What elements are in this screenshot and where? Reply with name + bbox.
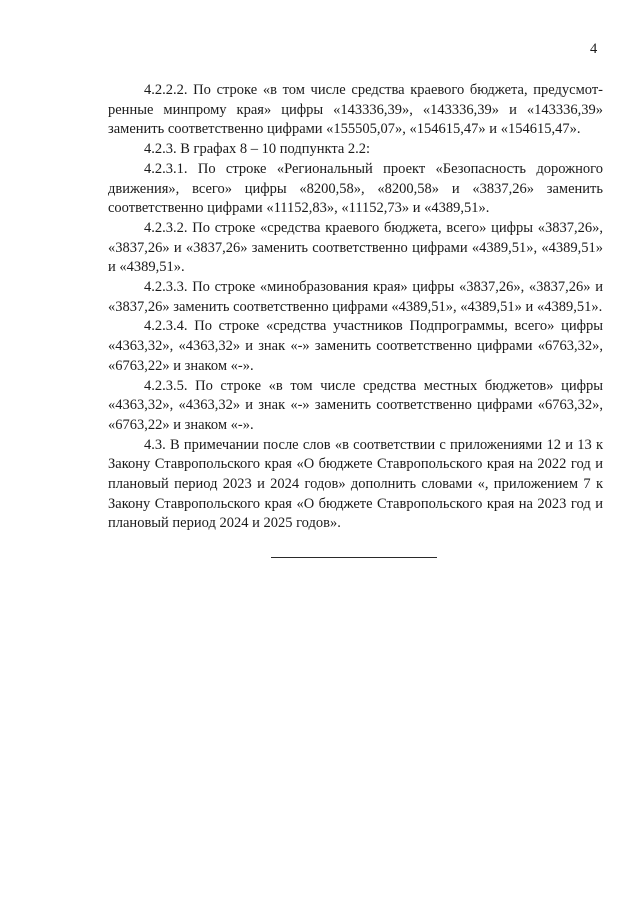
paragraph-4-2-3-3: 4.2.3.3. По строке «минобразования края» цифры «3837,26», «3837,26» и «3837,26» заменить соответственно цифрами «4389,51», «4389,51» и «4389,51». [108, 279, 603, 315]
document-body [108, 81, 603, 534]
page-number: 4 [590, 41, 598, 57]
paragraph-4-2-3-2: 4.2.3.2. По строке «средства краевого бюджета, всего» цифры «3837,26», «3837,26» и «3837,26» заменить соответственно цифрами «4389,51», «4389,51» и «4389,51». [108, 219, 603, 276]
paragraph-4-2-3-4: 4.2.3.4. По строке «средства участников Подпрограммы, всего» цифры «4363,32», «4363,32» и знак «-» заменить соответственно цифрами «6763,32», «6763,22» и знаком «-». [108, 318, 603, 374]
paragraph-4-2-3-1: 4.2.3.1. По строке «Региональный проект «Безопасность дорожного движения», всего» цифры «8200,58», «8200,58» и «3837,26» заменить соответственно цифрами «11152,83», «11152,73» и «4389,51». [108, 160, 603, 217]
paragraph-4-2-2-2: 4.2.2.2. По строке «в том числе средства краевого бюджета, предусмот-ренные минпрому края» цифры «143336,39», «143336,39» и «143336,39» заменить соответственно цифрами «155505,07», «154615,47» и «154615,47». [108, 82, 603, 138]
paragraph-4-3: 4.3. В примечании после слов «в соответствии с приложениями 12 и 13 к Закону Ставропольского края «О бюджете Ставропольского края на 2022 год и плановый период 2023 и 2024 годов» дополнить словами «, приложением 7 к Закону Ставропольского края «О бюджете Ставропольского края на 2023 год и плановый период 2024 и 2025 годов». [108, 436, 603, 532]
paragraph-4-2-3-5: 4.2.3.5. По строке «в том числе средства местных бюджетов» цифры «4363,32», «4363,32» и знак «-» заменить соответственно цифрами «6763,32», «6763,22» и знаком «-». [108, 377, 603, 433]
end-separator-line [271, 557, 437, 558]
paragraph-4-2-3: 4.2.3. В графах 8 – 10 подпункта 2.2: [144, 141, 371, 158]
